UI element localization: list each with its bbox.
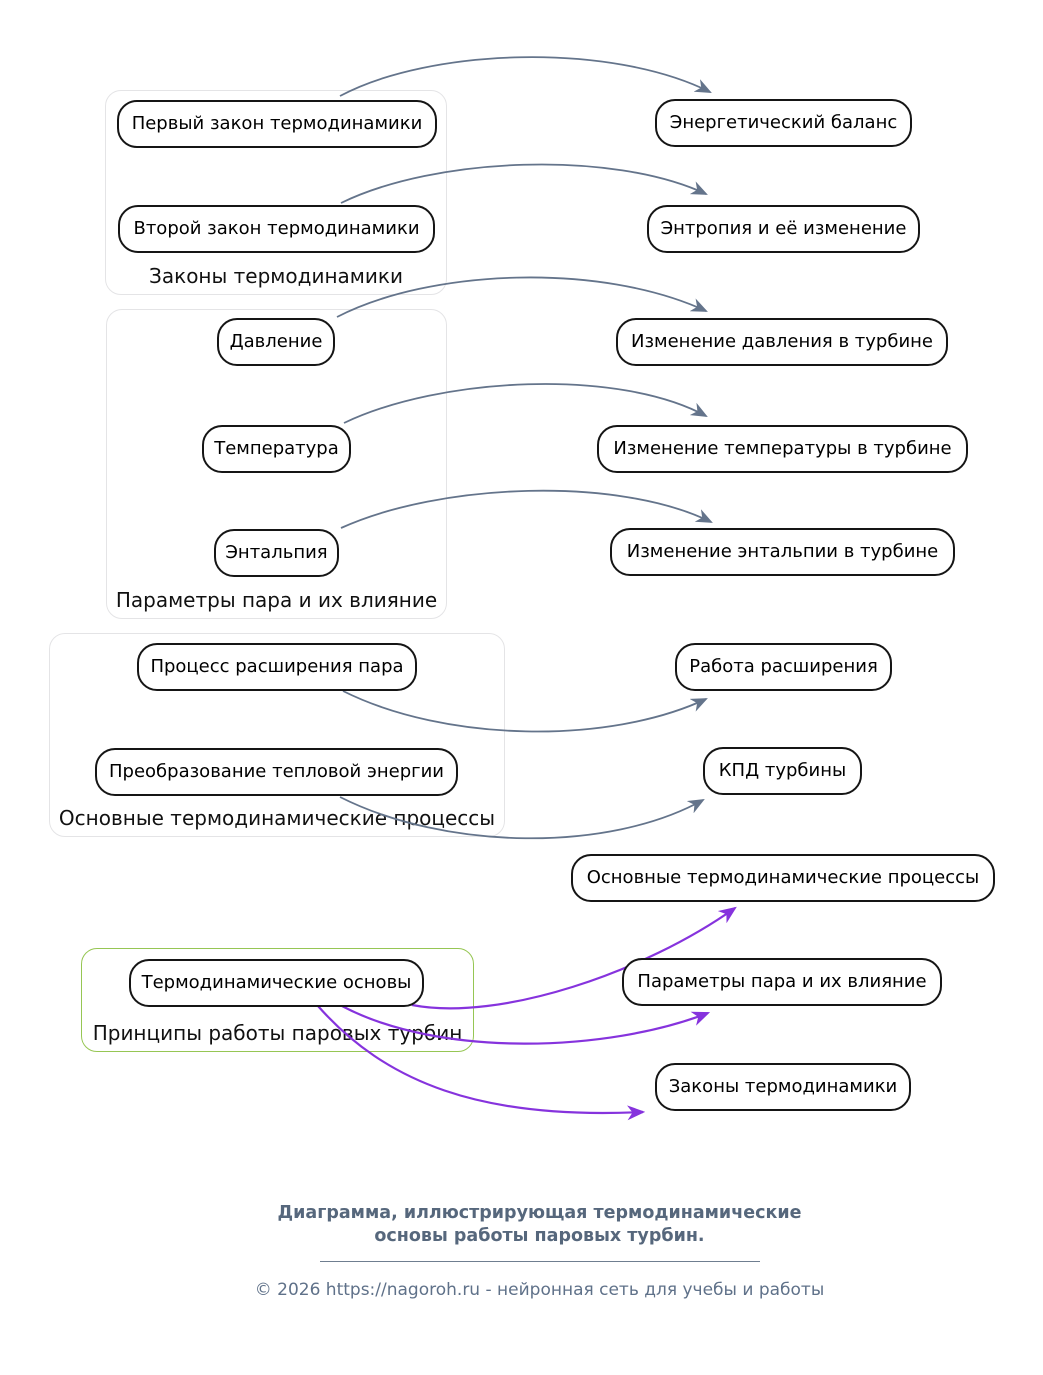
- copyright-text: © 2026 https://nagoroh.ru - нейронная сеть для учебы и работы: [254, 1280, 825, 1301]
- node-pressure: Давление: [217, 318, 335, 366]
- edge-second-law-to-entropy: [341, 164, 706, 203]
- node-second-law: Второй закон термодинамики: [118, 205, 435, 253]
- node-first-law: Первый закон термодинамики: [117, 100, 437, 148]
- edge-basics-to-steam-params: [342, 1006, 708, 1044]
- edge-expansion-process-to-expansion-work: [343, 691, 706, 731]
- node-steam-params: Параметры пара и их влияние: [622, 958, 942, 1006]
- group-label-turbine-principles: Принципы работы паровых турбин: [92, 1021, 463, 1045]
- node-expansion-process: Процесс расширения пара: [137, 643, 417, 691]
- node-pressure-change: Изменение давления в турбине: [616, 318, 948, 366]
- node-enthalpy-change: Изменение энтальпии в турбине: [610, 528, 955, 576]
- node-expansion-work: Работа расширения: [675, 643, 892, 691]
- edge-pressure-to-pressure-change: [337, 277, 706, 317]
- edge-enthalpy-to-enthalpy-change: [341, 491, 711, 528]
- node-entropy-change: Энтропия и её изменение: [647, 205, 920, 253]
- edge-first-law-to-energy-balance: [340, 57, 710, 96]
- caption-line-1: Диаграмма, иллюстрирующая термодинамические: [277, 1203, 802, 1223]
- node-thermo-basics: Термодинамические основы: [129, 959, 424, 1007]
- group-label-thermo-laws: Законы термодинамики: [149, 264, 403, 288]
- edge-heat-conversion-to-efficiency: [340, 797, 703, 838]
- node-turbine-efficiency: КПД турбины: [703, 747, 862, 795]
- edge-temperature-to-temperature-change: [344, 384, 706, 423]
- node-temperature: Температура: [202, 425, 351, 473]
- edge-basics-to-thermo-laws: [318, 1006, 643, 1113]
- node-energy-balance: Энергетический баланс: [655, 99, 912, 147]
- caption-line-2: основы работы паровых турбин.: [374, 1226, 705, 1247]
- group-label-steam-params: Параметры пара и их влияние: [115, 588, 438, 612]
- node-heat-conversion: Преобразование тепловой энергии: [95, 748, 458, 796]
- node-main-processes: Основные термодинамические процессы: [571, 854, 995, 902]
- node-thermo-laws: Законы термодинамики: [655, 1063, 911, 1111]
- node-temperature-change: Изменение температуры в турбине: [597, 425, 968, 473]
- footer-divider: [320, 1261, 760, 1262]
- node-enthalpy: Энтальпия: [214, 529, 339, 577]
- footer: [36, 1202, 1043, 1301]
- group-label-main-processes: Основные термодинамические процессы: [58, 806, 496, 830]
